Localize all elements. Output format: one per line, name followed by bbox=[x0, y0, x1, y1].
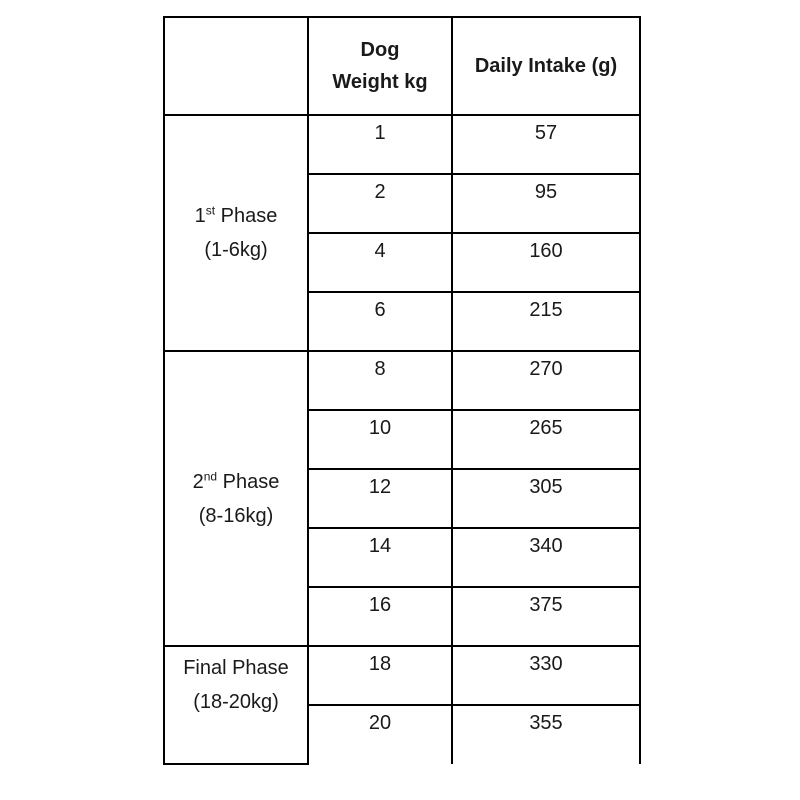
table-row bbox=[164, 115, 640, 174]
phase-final-range: (18-20kg) bbox=[193, 691, 279, 713]
intake-cell: 330 bbox=[452, 646, 640, 705]
phase-2-range: (8-16kg) bbox=[198, 504, 274, 527]
weight-cell: 18 bbox=[308, 646, 452, 705]
intake-cell: 265 bbox=[452, 410, 640, 469]
weight-cell: 8 bbox=[308, 351, 452, 410]
weight-cell: 14 bbox=[308, 528, 452, 587]
table-row bbox=[164, 646, 640, 705]
weight-cell: 1 bbox=[308, 115, 452, 174]
phase-2-cell bbox=[164, 351, 308, 646]
header-dog-weight-line2: Weight kg bbox=[332, 71, 428, 93]
intake-cell: 355 bbox=[452, 705, 640, 764]
intake-cell: 215 bbox=[452, 292, 640, 351]
phase-1-cell bbox=[164, 115, 308, 351]
phase-2-label: 2nd Phase bbox=[192, 468, 280, 493]
feeding-table bbox=[163, 16, 641, 765]
weight-cell: 10 bbox=[308, 410, 452, 469]
table-row bbox=[164, 351, 640, 410]
intake-cell: 375 bbox=[452, 587, 640, 646]
phase-final-cell bbox=[164, 646, 308, 764]
header-dog-weight-line1: Dog bbox=[360, 39, 400, 61]
weight-cell: 4 bbox=[308, 233, 452, 292]
intake-cell: 305 bbox=[452, 469, 640, 528]
header-daily-intake: Daily Intake (g) bbox=[452, 17, 640, 115]
intake-cell: 270 bbox=[452, 351, 640, 410]
phase-1-label: 1st Phase bbox=[194, 203, 278, 227]
header-phase-cell bbox=[164, 17, 308, 115]
table-header-row bbox=[164, 17, 640, 115]
weight-cell: 6 bbox=[308, 292, 452, 351]
weight-cell: 16 bbox=[308, 587, 452, 646]
weight-cell: 2 bbox=[308, 174, 452, 233]
intake-cell: 340 bbox=[452, 528, 640, 587]
weight-cell: 20 bbox=[308, 705, 452, 764]
phase-final-label: Final Phase bbox=[183, 657, 289, 679]
intake-cell: 160 bbox=[452, 233, 640, 292]
intake-cell: 95 bbox=[452, 174, 640, 233]
phase-1-range: (1-6kg) bbox=[204, 239, 268, 261]
weight-cell: 12 bbox=[308, 469, 452, 528]
intake-cell: 57 bbox=[452, 115, 640, 174]
header-dog-weight bbox=[308, 17, 452, 115]
